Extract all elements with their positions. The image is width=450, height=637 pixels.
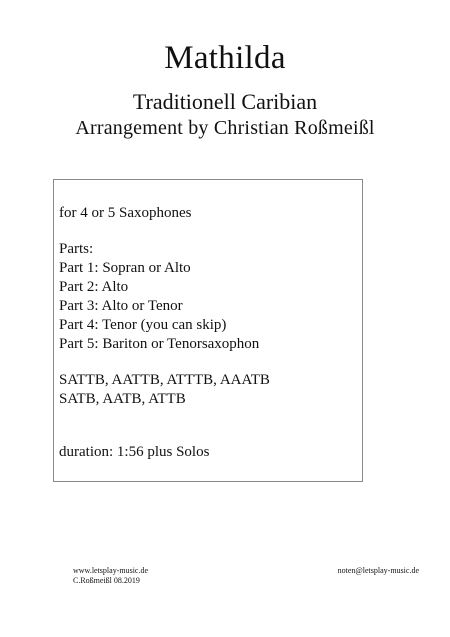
arranger-credit: Arrangement by Christian Roßmeißl <box>75 117 375 139</box>
footer-email: noten@letsplay-music.de <box>337 566 419 575</box>
part-line: Part 1: Sopran or Alto <box>59 260 191 276</box>
duration-text: duration: 1:56 plus Solos <box>59 444 210 460</box>
combination-line: SATB, AATB, ATTB <box>59 391 186 407</box>
part-line: Part 2: Alto <box>59 279 129 295</box>
info-box <box>53 179 363 482</box>
document-subtitle: Traditionell Caribian <box>132 89 318 114</box>
footer-website: www.letsplay-music.de <box>73 566 149 575</box>
part-line: Part 5: Bariton or Tenorsaxophon <box>59 336 260 352</box>
part-line: Part 3: Alto or Tenor <box>59 298 183 314</box>
instrumentation-text: for 4 or 5 Saxophones <box>59 205 192 221</box>
combination-line: SATTB, AATTB, ATTTB, AAATB <box>59 372 270 388</box>
document-title: Mathilda <box>164 40 286 76</box>
footer-copyright: C.Roßmeißl 08.2019 <box>73 576 140 585</box>
part-line: Part 4: Tenor (you can skip) <box>59 317 227 333</box>
parts-heading: Parts: <box>59 241 94 257</box>
